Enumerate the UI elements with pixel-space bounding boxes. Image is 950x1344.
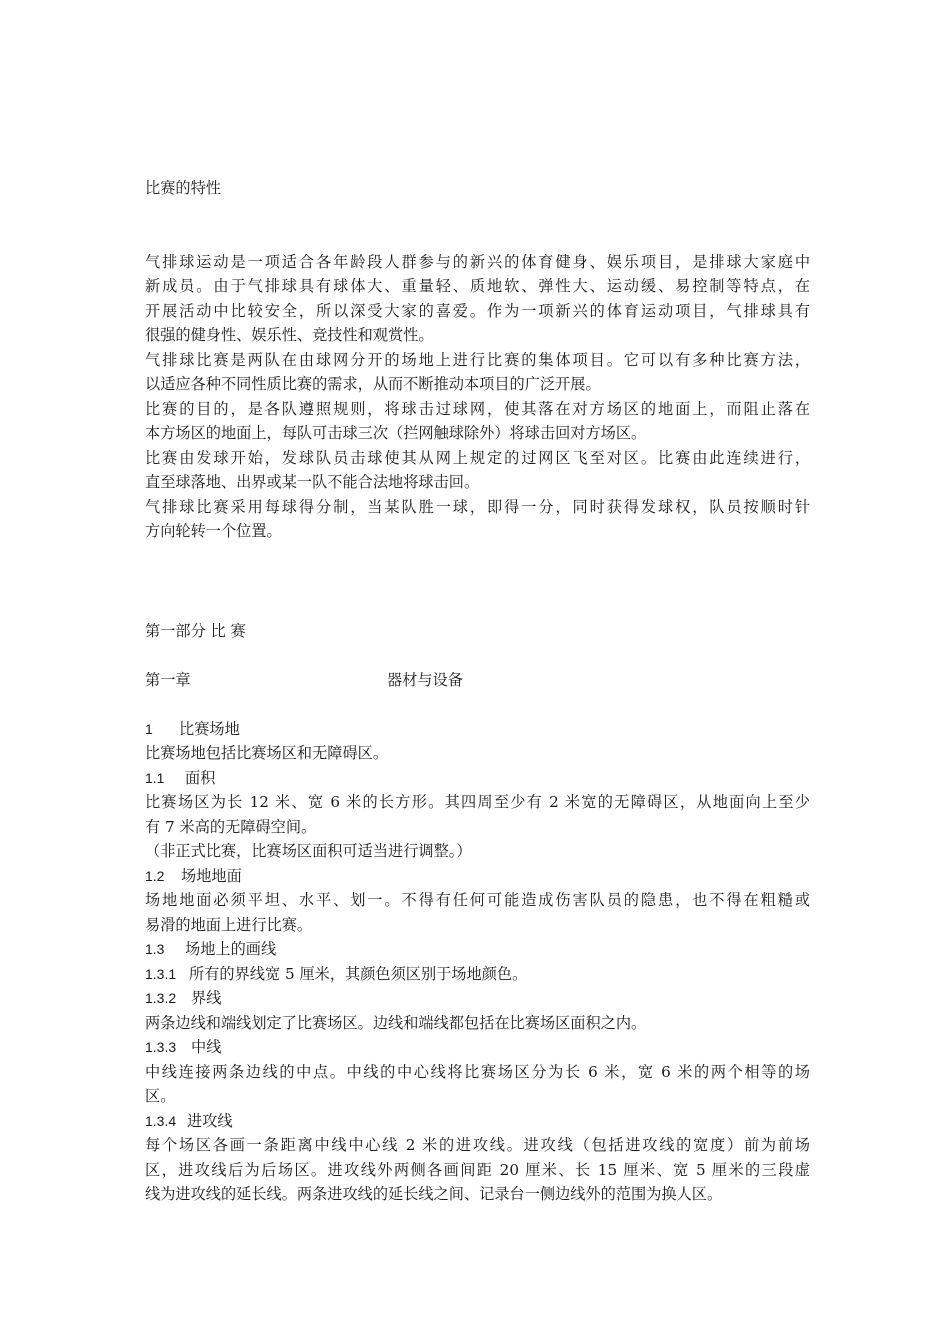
section-heading — [145, 937, 810, 961]
section-number: 1.1 — [145, 770, 165, 786]
section-title: 场地上的画线 — [185, 940, 277, 958]
section-title: 界线 — [191, 989, 222, 1007]
intro-line: 方向轮转一个位置。 — [145, 522, 282, 540]
body-text: 线为进攻线的延长线。两条进攻线的延长线之间、记录台一侧边线外的范围为换人区。 — [145, 1185, 723, 1203]
intro-line: 开展活动中比较安全，所以深受大家的喜爱。作为一项新兴的体育运动项目，气排球具有 — [145, 302, 810, 320]
section-heading — [145, 717, 810, 741]
section-title: 面积 — [185, 769, 216, 787]
intro-line: 气排球比赛是两队在由球网分开的场地上进行比赛的集体项目。它可以有多种比赛方法， — [145, 351, 810, 369]
body-text: 每个场区各画一条距离中线中心线 2 米的进攻线。进攻线（包括进攻线的宽度）前为前场 — [145, 1136, 810, 1154]
chapter-heading — [145, 668, 810, 692]
intro-line: 以适应各种不同性质比赛的需求，从而不断推动本项目的广泛开展。 — [145, 375, 601, 393]
document-page — [145, 0, 810, 1344]
section-heading — [145, 1109, 810, 1133]
body-text: 易滑的地面上进行比赛。 — [145, 916, 313, 934]
intro-line: 比赛由发球开始，发球队员击球使其从网上规定的过网区飞至对区。比赛由此连续进行， — [145, 449, 810, 467]
body-text: 所有的界线宽 5 厘米，其颜色须区别于场地颜色。 — [189, 965, 528, 983]
intro-line: 直至球落地、出界或某一队不能合法地将球击回。 — [145, 473, 480, 491]
intro-line: 很强的健身性、娱乐性、竞技性和观赏性。 — [145, 326, 434, 344]
body-text: 比赛场区为长 12 米、宽 6 米的长方形。其四周至少有 2 米宽的无障碍区，从地面向上至少 — [145, 793, 810, 811]
section-title: 中线 — [191, 1038, 222, 1056]
body-text: 两条边线和端线划定了比赛场区。边线和端线都包括在比赛场区面积之内。 — [145, 1014, 647, 1032]
section-title: 比赛场地 — [179, 720, 240, 738]
section-heading — [145, 766, 810, 790]
section-number: 1.3.3 — [145, 1039, 177, 1055]
intro-line: 本方场区的地面上，每队可击球三次（拦网触球除外）将球击回对方场区。 — [145, 424, 647, 442]
section-number: 1.3 — [145, 941, 165, 957]
body-text: 场地地面必须平坦、水平、划一。不得有任何可能造成伤害队员的隐患，也不得在粗糙或 — [145, 891, 810, 909]
body-text: 中线连接两条边线的中点。中线的中心线将比赛场区分为长 6 米，宽 6 米的两个相等的场 — [145, 1063, 810, 1081]
section-heading — [145, 986, 810, 1010]
section-number: 1.2 — [145, 868, 165, 884]
chapter-title: 器材与设备 — [387, 671, 463, 689]
section-heading — [145, 864, 810, 888]
intro-line: 比赛的目的，是各队遵照规则，将球击过球网，使其落在对方场区的地面上，而阻止落在 — [145, 400, 810, 418]
section-title: 进攻线 — [187, 1112, 233, 1130]
body-text: 比赛场地包括比赛场区和无障碍区。 — [145, 744, 388, 762]
intro-line: 新成员。由于气排球具有球体大、重量轻、质地软、弹性大、运动缓、易控制等特点，在 — [145, 277, 810, 295]
page-heading: 比赛的特性 — [145, 179, 221, 197]
body-text: 区。 — [145, 1087, 176, 1105]
section-number: 1.3.1 — [145, 966, 177, 982]
body-text: 有 7 米高的无障碍空间。 — [145, 818, 317, 836]
section-title: 场地地面 — [181, 867, 242, 885]
section-heading — [145, 962, 810, 986]
intro-line: 气排球比赛采用每球得分制，当某队胜一球，即得一分，同时获得发球权，队员按顺时针 — [145, 498, 810, 516]
part-title: 第一部分 比 赛 — [145, 622, 246, 640]
body-text: 区，进攻线后为后场区。进攻线外两侧各画间距 20 厘米、长 15 厘米、宽 5 厘米的三段虚 — [145, 1161, 810, 1179]
chapter-label: 第一章 — [145, 671, 191, 689]
section-number: 1.3.2 — [145, 990, 177, 1006]
section-number: 1.3.4 — [145, 1113, 177, 1129]
section-heading — [145, 1035, 810, 1059]
body-note: （非正式比赛，比赛场区面积可适当进行调整。） — [145, 842, 472, 860]
section-number: 1 — [145, 721, 153, 737]
intro-line: 气排球运动是一项适合各年龄段人群参与的新兴的体育健身、娱乐项目，是排球大家庭中 — [145, 253, 810, 271]
